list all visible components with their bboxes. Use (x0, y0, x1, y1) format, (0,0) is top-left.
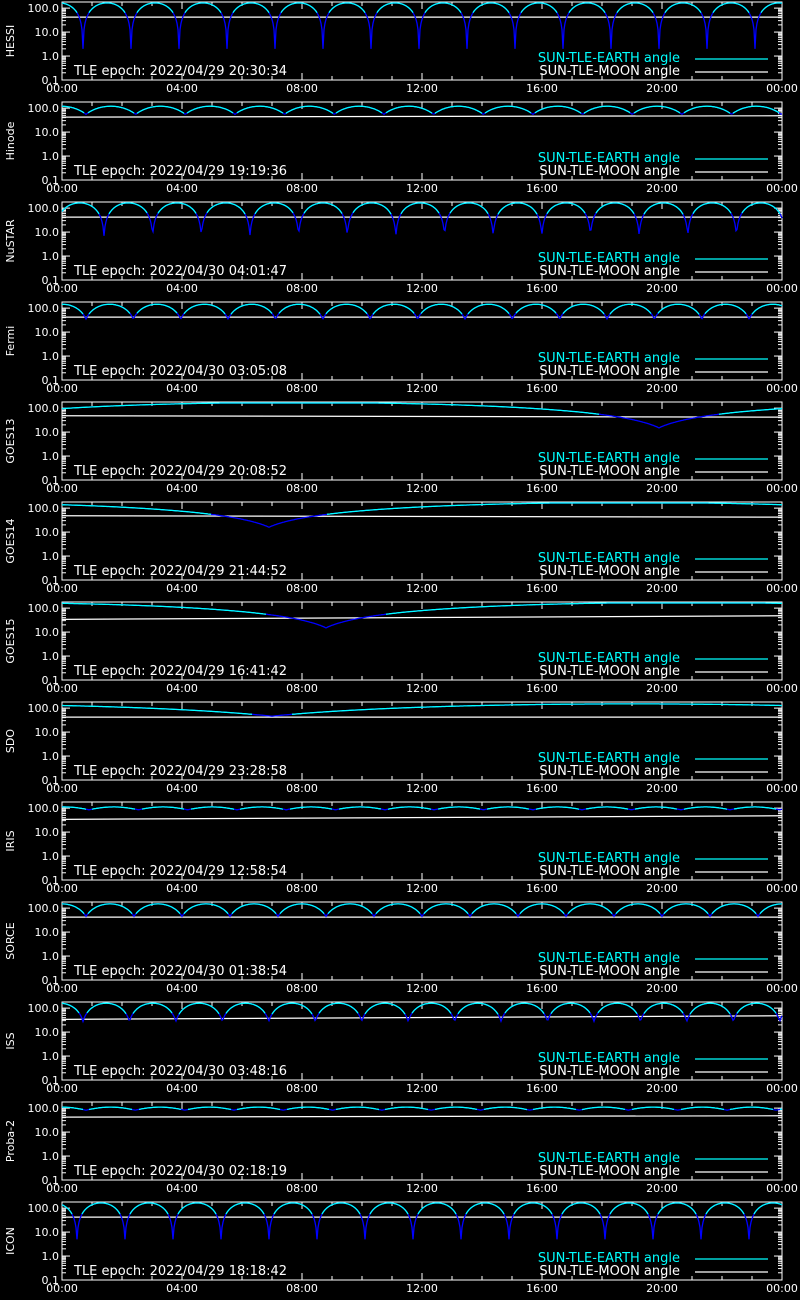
x-tick-label: 00:00 (766, 182, 798, 195)
y-tick-label: 0.1 (41, 674, 59, 687)
y-tick-label: 100.0 (27, 602, 59, 616)
x-tick-label: 16:00 (526, 82, 558, 95)
y-tick-label: 10.0 (34, 426, 59, 440)
y-tick-label: 0.1 (41, 274, 59, 287)
x-tick-label: 12:00 (406, 782, 438, 795)
legend-moon-label: SUN-TLE-MOON angle (539, 1264, 680, 1279)
x-tick-label: 00:00 (766, 82, 798, 95)
x-tick-label: 20:00 (646, 1082, 678, 1095)
x-tick-label: 00:00 (766, 1282, 798, 1295)
x-tick-label: 16:00 (526, 182, 558, 195)
y-tick-label: 100.0 (27, 902, 59, 916)
x-tick-label: 04:00 (166, 382, 198, 395)
x-tick-label: 20:00 (646, 982, 678, 995)
legend-moon-label: SUN-TLE-MOON angle (539, 864, 680, 879)
y-tick-label: 10.0 (34, 926, 59, 940)
tle-epoch-label: TLE epoch: 2022/04/29 21:44:52 (74, 564, 288, 579)
legend-moon-label: SUN-TLE-MOON angle (539, 264, 680, 279)
x-tick-label: 20:00 (646, 882, 678, 895)
x-tick-label: 16:00 (526, 1182, 558, 1195)
legend-earth-label: SUN-TLE-EARTH angle (537, 751, 680, 766)
y-tick-label: 0.1 (41, 374, 59, 387)
x-tick-label: 00:00 (766, 882, 798, 895)
panel-ylabel: NuSTAR (4, 219, 17, 263)
y-tick-label: 1.0 (41, 450, 59, 464)
legend-earth-label: SUN-TLE-EARTH angle (537, 251, 680, 266)
y-tick-label: 0.1 (41, 174, 59, 187)
x-tick-label: 08:00 (286, 982, 318, 995)
y-tick-label: 1.0 (41, 1250, 59, 1264)
y-tick-label: 1.0 (41, 250, 59, 264)
y-tick-label: 1.0 (41, 350, 59, 364)
y-tick-label: 0.1 (41, 874, 59, 887)
legend-earth-label: SUN-TLE-EARTH angle (537, 51, 680, 66)
panel-ylabel: ICON (4, 1227, 17, 1255)
y-tick-label: 1.0 (41, 1050, 59, 1064)
x-tick-label: 04:00 (166, 182, 198, 195)
x-tick-label: 20:00 (646, 82, 678, 95)
x-tick-label: 08:00 (286, 682, 318, 695)
x-tick-label: 20:00 (646, 282, 678, 295)
x-tick-label: 12:00 (406, 82, 438, 95)
x-tick-label: 04:00 (166, 1082, 198, 1095)
legend-earth-label: SUN-TLE-EARTH angle (537, 151, 680, 166)
y-tick-label: 10.0 (34, 526, 59, 540)
x-tick-label: 08:00 (286, 1282, 318, 1295)
tle-epoch-label: TLE epoch: 2022/04/29 20:08:52 (74, 464, 288, 479)
y-tick-label: 100.0 (27, 1002, 59, 1016)
x-tick-label: 00:00 (766, 582, 798, 595)
x-tick-label: 04:00 (166, 882, 198, 895)
x-tick-label: 12:00 (406, 182, 438, 195)
y-tick-label: 0.1 (41, 474, 59, 487)
x-tick-label: 12:00 (406, 982, 438, 995)
x-tick-label: 12:00 (406, 882, 438, 895)
x-tick-label: 00:00 (766, 382, 798, 395)
legend-moon-label: SUN-TLE-MOON angle (539, 664, 680, 679)
x-tick-label: 20:00 (646, 482, 678, 495)
legend-earth-label: SUN-TLE-EARTH angle (537, 451, 680, 466)
x-tick-label: 00:00 (46, 1082, 78, 1095)
x-tick-label: 00:00 (766, 782, 798, 795)
tle-epoch-label: TLE epoch: 2022/04/30 03:48:16 (74, 1064, 288, 1079)
y-tick-label: 100.0 (27, 702, 59, 716)
x-tick-label: 08:00 (286, 382, 318, 395)
x-tick-label: 04:00 (166, 1282, 198, 1295)
x-tick-label: 00:00 (46, 182, 78, 195)
y-tick-label: 10.0 (34, 826, 59, 840)
x-tick-label: 08:00 (286, 1182, 318, 1195)
panel-ylabel: IRIS (4, 830, 17, 852)
tle-epoch-label: TLE epoch: 2022/04/29 19:19:36 (74, 164, 288, 179)
y-tick-label: 10.0 (34, 626, 59, 640)
x-tick-label: 00:00 (46, 82, 78, 95)
legend-earth-label: SUN-TLE-EARTH angle (537, 551, 680, 566)
panel-ylabel: GOES15 (4, 618, 17, 664)
x-tick-label: 08:00 (286, 782, 318, 795)
x-tick-label: 16:00 (526, 1282, 558, 1295)
panel-ylabel: GOES14 (4, 518, 17, 564)
x-tick-label: 00:00 (766, 282, 798, 295)
panel-ylabel: Hinode (4, 121, 17, 161)
tle-epoch-label: TLE epoch: 2022/04/30 04:01:47 (74, 264, 288, 279)
x-tick-label: 08:00 (286, 182, 318, 195)
x-tick-label: 16:00 (526, 282, 558, 295)
x-tick-label: 16:00 (526, 782, 558, 795)
x-tick-label: 16:00 (526, 582, 558, 595)
y-tick-label: 10.0 (34, 726, 59, 740)
x-tick-label: 16:00 (526, 382, 558, 395)
x-tick-label: 00:00 (46, 682, 78, 695)
x-tick-label: 04:00 (166, 82, 198, 95)
x-tick-label: 12:00 (406, 382, 438, 395)
legend-moon-label: SUN-TLE-MOON angle (539, 164, 680, 179)
y-tick-label: 1.0 (41, 1150, 59, 1164)
x-tick-label: 04:00 (166, 1182, 198, 1195)
x-tick-label: 00:00 (46, 1182, 78, 1195)
y-tick-label: 1.0 (41, 550, 59, 564)
x-tick-label: 00:00 (766, 482, 798, 495)
x-tick-label: 00:00 (766, 1182, 798, 1195)
tle-epoch-label: TLE epoch: 2022/04/30 02:18:19 (74, 1164, 288, 1179)
x-tick-label: 00:00 (46, 482, 78, 495)
x-tick-label: 04:00 (166, 282, 198, 295)
panel-ylabel: ISS (4, 1032, 17, 1050)
tle-epoch-label: TLE epoch: 2022/04/30 01:38:54 (74, 964, 288, 979)
y-tick-label: 100.0 (27, 202, 59, 216)
y-tick-label: 100.0 (27, 1102, 59, 1116)
y-tick-label: 10.0 (34, 1026, 59, 1040)
legend-moon-label: SUN-TLE-MOON angle (539, 1064, 680, 1079)
x-tick-label: 08:00 (286, 1082, 318, 1095)
x-tick-label: 04:00 (166, 482, 198, 495)
y-tick-label: 0.1 (41, 1274, 59, 1287)
y-tick-label: 100.0 (27, 302, 59, 316)
x-tick-label: 00:00 (766, 1082, 798, 1095)
panel-ylabel: SDO (4, 728, 17, 754)
legend-moon-label: SUN-TLE-MOON angle (539, 1164, 680, 1179)
y-tick-label: 1.0 (41, 650, 59, 664)
x-tick-label: 00:00 (46, 882, 78, 895)
x-tick-label: 04:00 (166, 782, 198, 795)
x-tick-label: 16:00 (526, 882, 558, 895)
legend-moon-label: SUN-TLE-MOON angle (539, 764, 680, 779)
legend-earth-label: SUN-TLE-EARTH angle (537, 851, 680, 866)
panel-ylabel: SORCE (4, 922, 17, 960)
y-tick-label: 10.0 (34, 326, 59, 340)
x-tick-label: 12:00 (406, 482, 438, 495)
legend-earth-label: SUN-TLE-EARTH angle (537, 1251, 680, 1266)
x-tick-label: 04:00 (166, 682, 198, 695)
x-tick-label: 08:00 (286, 882, 318, 895)
y-tick-label: 0.1 (41, 974, 59, 987)
y-tick-label: 100.0 (27, 802, 59, 816)
x-tick-label: 00:00 (766, 982, 798, 995)
x-tick-label: 20:00 (646, 1182, 678, 1195)
x-tick-label: 16:00 (526, 1082, 558, 1095)
x-tick-label: 04:00 (166, 982, 198, 995)
legend-earth-label: SUN-TLE-EARTH angle (537, 951, 680, 966)
x-tick-label: 12:00 (406, 1082, 438, 1095)
y-tick-label: 100.0 (27, 402, 59, 416)
x-tick-label: 20:00 (646, 682, 678, 695)
y-tick-label: 100.0 (27, 2, 59, 16)
y-tick-label: 100.0 (27, 102, 59, 116)
legend-moon-label: SUN-TLE-MOON angle (539, 364, 680, 379)
x-tick-label: 20:00 (646, 782, 678, 795)
legend-moon-label: SUN-TLE-MOON angle (539, 564, 680, 579)
tle-epoch-label: TLE epoch: 2022/04/29 20:30:34 (74, 64, 288, 79)
x-tick-label: 20:00 (646, 582, 678, 595)
x-tick-label: 08:00 (286, 482, 318, 495)
y-tick-label: 10.0 (34, 1226, 59, 1240)
x-tick-label: 16:00 (526, 982, 558, 995)
x-tick-label: 00:00 (46, 982, 78, 995)
x-tick-label: 00:00 (46, 282, 78, 295)
x-tick-label: 08:00 (286, 82, 318, 95)
x-tick-label: 12:00 (406, 582, 438, 595)
panel-ylabel: Fermi (4, 325, 17, 357)
y-tick-label: 1.0 (41, 150, 59, 164)
x-tick-label: 12:00 (406, 1282, 438, 1295)
tle-epoch-label: TLE epoch: 2022/04/29 12:58:54 (74, 864, 288, 879)
panel-ylabel: Proba-2 (4, 1119, 17, 1163)
y-tick-label: 0.1 (41, 574, 59, 587)
y-tick-label: 1.0 (41, 950, 59, 964)
x-tick-label: 20:00 (646, 182, 678, 195)
legend-earth-label: SUN-TLE-EARTH angle (537, 351, 680, 366)
panel-ylabel: HESSI (4, 24, 17, 58)
tle-epoch-label: TLE epoch: 2022/04/29 23:28:58 (74, 764, 288, 779)
y-tick-label: 10.0 (34, 26, 59, 40)
x-tick-label: 16:00 (526, 482, 558, 495)
x-tick-label: 12:00 (406, 282, 438, 295)
x-tick-label: 04:00 (166, 582, 198, 595)
y-tick-label: 10.0 (34, 226, 59, 240)
y-tick-label: 100.0 (27, 1202, 59, 1216)
x-tick-label: 00:00 (46, 382, 78, 395)
x-tick-label: 00:00 (766, 682, 798, 695)
panel-ylabel: GOES13 (4, 418, 17, 464)
legend-earth-label: SUN-TLE-EARTH angle (537, 651, 680, 666)
y-tick-label: 0.1 (41, 1174, 59, 1187)
y-tick-label: 10.0 (34, 1126, 59, 1140)
y-tick-label: 0.1 (41, 74, 59, 87)
x-tick-label: 20:00 (646, 1282, 678, 1295)
x-tick-label: 00:00 (46, 582, 78, 595)
x-tick-label: 12:00 (406, 682, 438, 695)
legend-moon-label: SUN-TLE-MOON angle (539, 964, 680, 979)
x-tick-label: 16:00 (526, 682, 558, 695)
x-tick-label: 00:00 (46, 1282, 78, 1295)
y-tick-label: 1.0 (41, 850, 59, 864)
y-tick-label: 1.0 (41, 750, 59, 764)
x-tick-label: 12:00 (406, 1182, 438, 1195)
y-tick-label: 10.0 (34, 126, 59, 140)
y-tick-label: 0.1 (41, 774, 59, 787)
tle-epoch-label: TLE epoch: 2022/04/29 18:18:42 (74, 1264, 288, 1279)
legend-moon-label: SUN-TLE-MOON angle (539, 64, 680, 79)
y-tick-label: 0.1 (41, 1074, 59, 1087)
legend-moon-label: SUN-TLE-MOON angle (539, 464, 680, 479)
x-tick-label: 00:00 (46, 782, 78, 795)
x-tick-label: 08:00 (286, 282, 318, 295)
x-tick-label: 20:00 (646, 382, 678, 395)
y-tick-label: 1.0 (41, 50, 59, 64)
x-tick-label: 08:00 (286, 582, 318, 595)
y-tick-label: 100.0 (27, 502, 59, 516)
tle-epoch-label: TLE epoch: 2022/04/29 16:41:42 (74, 664, 288, 679)
tle-epoch-label: TLE epoch: 2022/04/30 03:05:08 (74, 364, 288, 379)
legend-earth-label: SUN-TLE-EARTH angle (537, 1151, 680, 1166)
legend-earth-label: SUN-TLE-EARTH angle (537, 1051, 680, 1066)
